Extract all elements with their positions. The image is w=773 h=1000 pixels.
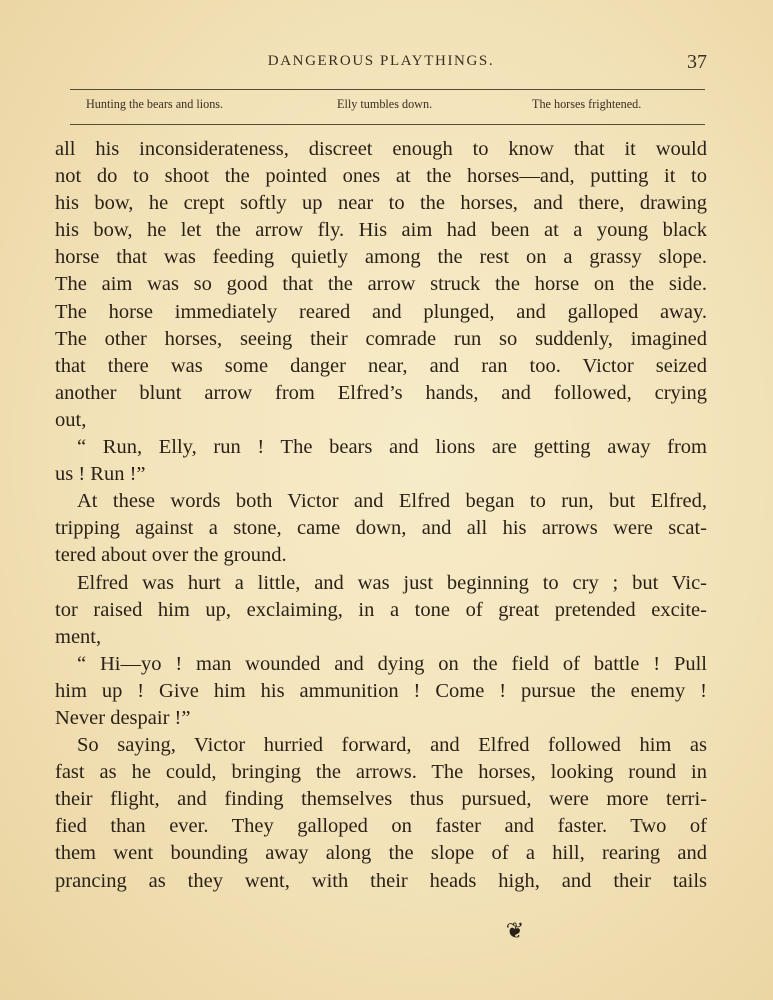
text-line: So saying, Victor hurried forward, and Elfred followed him as — [77, 734, 707, 757]
text-line: not do to shoot the pointed ones at the horses—and, putting it to — [55, 165, 707, 188]
running-title: DANGEROUS PLAYTHINGS. — [267, 53, 495, 69]
text-line: another blunt arrow from Elfred’s hands, and followed, crying — [55, 381, 707, 404]
text-line: them went bounding away along the slope of a hill, rearing and — [55, 842, 707, 865]
text-line: At these words both Victor and Elfred began to run, but Elfred, — [77, 490, 707, 513]
text-line: Elfred was hurt a little, and was just beginning to cry ; but Vic- — [77, 571, 707, 594]
summary-item: Hunting the bears and lions. — [86, 97, 224, 111]
text-line: their flight, and finding themselves thus pursued, were more terri- — [55, 788, 707, 811]
text-line: The aim was so good that the arrow struck the horse on the side. — [55, 273, 707, 296]
page-number: 37 — [687, 51, 707, 73]
text-line: horse that was feeding quietly among the rest on a grassy slope. — [55, 246, 707, 269]
signature-mark-icon: ❦ — [505, 918, 525, 943]
text-line: tered about over the ground. — [55, 544, 287, 567]
text-line: him up ! Give him his ammunition ! Come ! pursue the enemy ! — [55, 679, 707, 702]
text-line: The other horses, seeing their comrade run so suddenly, imagined — [55, 327, 707, 350]
text-line: Never despair !” — [55, 706, 191, 729]
running-head — [55, 53, 707, 79]
text-line: “ Run, Elly, run ! The bears and lions are getting away from — [77, 436, 707, 459]
text-line: “ Hi—yo ! man wounded and dying on the field of battle ! Pull — [77, 652, 707, 675]
text-line: prancing as they went, with their heads high, and their tails — [55, 869, 707, 892]
text-line: ment, — [55, 625, 102, 648]
text-line: tor raised him up, exclaiming, in a tone of great pretended excite- — [55, 598, 707, 621]
text-line: us ! Run !” — [55, 463, 146, 486]
text-line: all his inconsiderateness, discreet enough to know that it would — [55, 138, 707, 160]
text-line: that there was some danger near, and ran too. Victor seized — [55, 354, 707, 377]
text-line: fied than ever. They galloped on faster and faster. Two of — [55, 815, 707, 838]
summary-item: Elly tumbles down. — [337, 97, 433, 111]
body-text — [55, 136, 707, 895]
text-line: out, — [55, 408, 87, 431]
summary-item: The horses frightened. — [532, 97, 642, 111]
header-rule-top — [70, 89, 705, 90]
text-line: his bow, he crept softly up near to the horses, and there, drawing — [55, 192, 707, 215]
text-line: The horse immediately reared and plunged, and galloped away. — [55, 300, 707, 323]
text-line: his bow, he let the arrow fly. His aim had been at a young black — [55, 219, 707, 242]
text-line: fast as he could, bringing the arrows. The horses, looking round in — [55, 761, 707, 784]
header-rule-bottom — [70, 124, 705, 125]
chapter-summary — [86, 97, 686, 117]
text-line: tripping against a stone, came down, and all his arrows were scat- — [55, 517, 707, 540]
